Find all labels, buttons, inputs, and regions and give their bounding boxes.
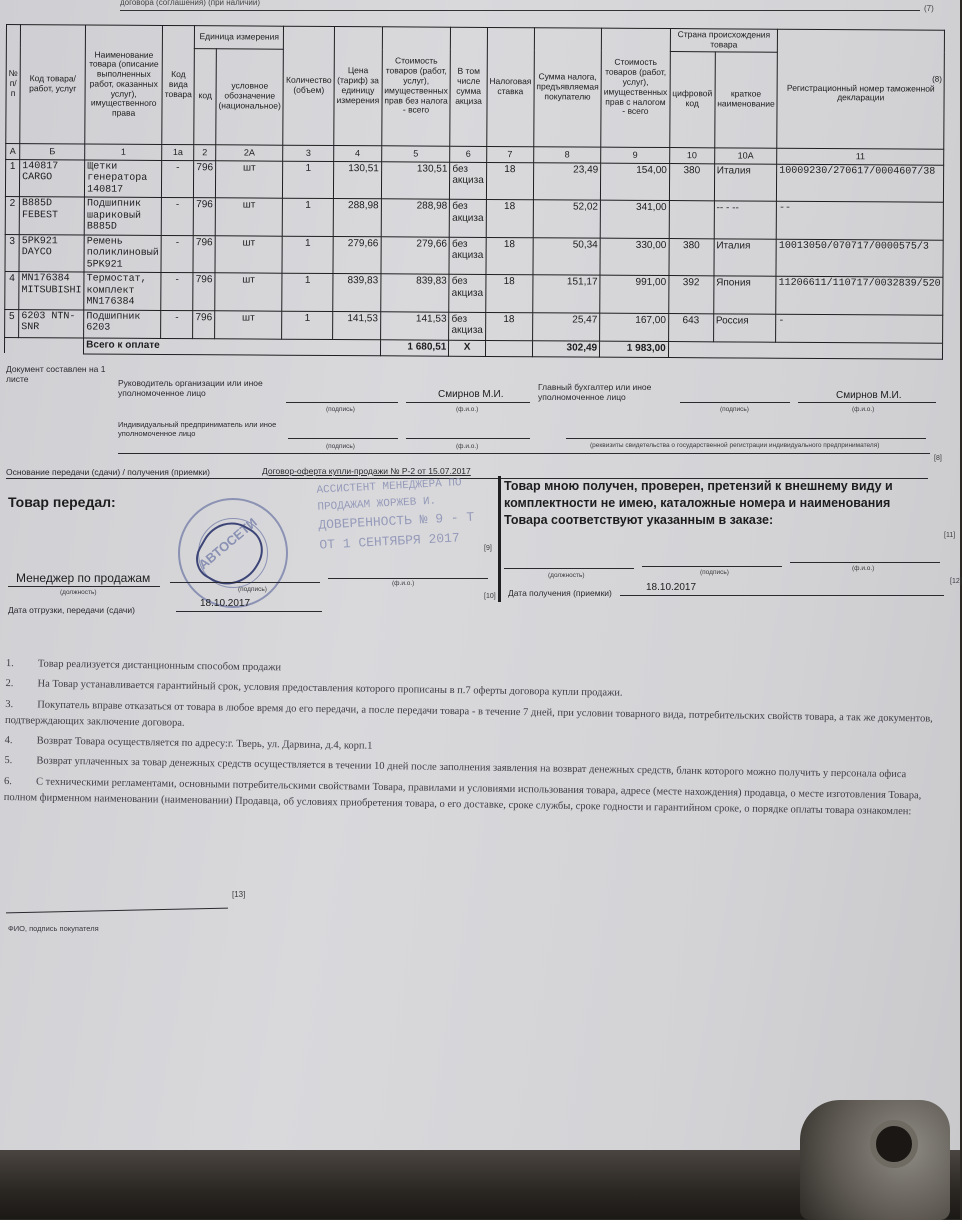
col-number: А xyxy=(6,143,20,159)
accountant-name-line xyxy=(798,402,936,403)
term-item: 3. Покупатель вправе отказаться от товара в любое время до его передачи, а после передачи товара - в течение 7 дней, при условии товарного вида, потребительских свойств товара, а так же документов, подтверждающих заключение договора. xyxy=(4,698,933,729)
col-total-header: Стоимость товаров (работ, услуг), имущественных прав с налогом - всего xyxy=(601,28,670,147)
recv-date: 18.10.2017 xyxy=(646,582,697,593)
buyer-sign-line xyxy=(6,908,228,914)
col-kind-header: Код вида товара xyxy=(162,25,195,144)
recv-date-line xyxy=(620,595,944,596)
total-cost: 1 680,51 xyxy=(380,339,449,355)
col-country-name-header: краткое наименование xyxy=(714,51,777,147)
excise: без акциза xyxy=(450,199,487,237)
unit-name: шт xyxy=(215,273,283,311)
ref-8: (8) xyxy=(932,75,942,85)
kind-code: - xyxy=(161,235,193,273)
receiver-position-caption: (должность) xyxy=(548,572,585,579)
ip-sign-caption: (подпись) xyxy=(326,443,355,450)
col-number: 2А xyxy=(216,144,283,160)
passer-fio-caption: (ф.и.о.) xyxy=(392,580,415,587)
passer-fio-line xyxy=(328,578,488,579)
excise: без акциза xyxy=(449,237,486,275)
cost-with-tax: 330,00 xyxy=(600,238,669,276)
accountant-sign-caption: (подпись) xyxy=(720,406,749,413)
col-number: 9 xyxy=(601,147,670,163)
item-code: 6203 NTN-SNR xyxy=(19,309,84,337)
total-tax: 302,49 xyxy=(532,340,599,356)
unit-code: 796 xyxy=(193,235,215,273)
tax-rate: 18 xyxy=(486,237,533,275)
col-number: 8 xyxy=(533,146,600,162)
item-name: Термостат, комплект MN176384 xyxy=(84,272,161,310)
tax-rate: 18 xyxy=(486,199,533,237)
ip-req-line xyxy=(566,438,926,439)
tax-rate: 18 xyxy=(485,274,532,312)
customs-number: -- xyxy=(776,201,943,240)
col-tax-header: Сумма налога, предъявляемая покупателю xyxy=(534,28,602,147)
excise: без акциза xyxy=(449,274,486,312)
passer-position-caption: (должность) xyxy=(60,589,97,596)
col-number: 11 xyxy=(777,148,944,165)
country-name: Япония xyxy=(713,276,776,314)
customs-number: 10009230/270617/0004607/38 xyxy=(777,164,944,203)
cost-with-tax: 154,00 xyxy=(601,163,670,201)
country-name: Италия xyxy=(714,238,777,276)
row-number: 4 xyxy=(5,272,19,310)
col-number: 4 xyxy=(334,145,382,161)
col-name-header: Наименование товара (описание выполненных работ, оказанных услуг), имущественного права xyxy=(85,25,163,144)
ship-date: 18.10.2017 xyxy=(200,598,251,609)
accountant-fio-caption: (ф.и.о.) xyxy=(852,406,875,413)
ip-fio-line xyxy=(406,438,530,439)
item-code: 5PK921 DAYCO xyxy=(19,234,84,272)
col-number: 6 xyxy=(450,146,486,162)
invoice-table xyxy=(4,24,945,359)
head-sign-line xyxy=(286,402,398,403)
total-excise: X xyxy=(449,340,485,356)
top-note: договора (соглашения) (при наличии) xyxy=(120,0,260,7)
row-number: 1 xyxy=(5,159,19,197)
stamp-line: ОТ 1 СЕНТЯБРЯ 2017 xyxy=(319,529,461,553)
tax-rate: 18 xyxy=(486,162,533,200)
passer-sign-line xyxy=(170,582,320,583)
table-row xyxy=(5,159,943,202)
price: 839,83 xyxy=(333,274,381,312)
country-code: 392 xyxy=(668,276,713,314)
excise: без акциза xyxy=(450,162,487,200)
table-row xyxy=(5,234,943,277)
table-row xyxy=(5,197,943,240)
head-name: Смирнов М.И. xyxy=(438,389,504,400)
ref-12: [12] xyxy=(950,578,962,585)
unit-code: 796 xyxy=(193,273,215,311)
col-country-code-header: цифровой код xyxy=(669,51,715,147)
head-label: Руководитель организации или иное уполномоченное лицо xyxy=(118,378,263,398)
item-name: Щетки генератора 140817 xyxy=(85,160,162,198)
price: 288,98 xyxy=(333,199,381,237)
quantity: 1 xyxy=(282,273,333,311)
ship-date-line xyxy=(176,611,322,612)
item-code: MN176384 MITSUBISHI xyxy=(19,272,84,310)
recv-date-label: Дата получения (приемки) xyxy=(508,588,612,598)
excise: без акциза xyxy=(449,312,486,340)
col-number: 5 xyxy=(381,145,450,161)
accountant-sign-line xyxy=(680,402,790,403)
receiver-sign-caption: (подпись) xyxy=(700,569,729,576)
receiver-fio-line xyxy=(790,562,940,563)
tax-sum: 23,49 xyxy=(533,162,601,200)
col-country-header: Страна происхождения товара xyxy=(670,29,778,52)
term-item: 4. Возврат Товара осуществляется по адресу:г. Тверь, ул. Дарвина, д.4, корп.1 xyxy=(4,735,373,752)
cost-no-tax: 288,98 xyxy=(381,199,450,237)
ref-13: [13] xyxy=(232,890,246,899)
item-name: Подшипник 6203 xyxy=(84,310,161,338)
kind-code: - xyxy=(162,160,194,198)
ref-8b: [8] xyxy=(934,455,942,462)
unit-code: 796 xyxy=(193,198,215,236)
col-number: 7 xyxy=(486,146,533,162)
kind-code: - xyxy=(161,197,193,235)
receiver-sign-line xyxy=(642,566,782,567)
rect-stamp-seal xyxy=(316,473,500,556)
country-code: 380 xyxy=(669,163,714,201)
accountant-label: Главный бухгалтер или иное уполномоченное лицо xyxy=(538,382,652,402)
col-customs-label: Регистрационный номер таможенной декларации xyxy=(786,82,935,103)
ref-11: [11] xyxy=(944,532,956,539)
tax-sum: 151,17 xyxy=(533,275,601,313)
accountant-name: Смирнов М.И. xyxy=(836,390,902,401)
unit-name: шт xyxy=(215,198,283,236)
cost-with-tax: 991,00 xyxy=(600,275,669,313)
ip-fio-caption: (ф.и.о.) xyxy=(456,443,479,450)
col-unit-code-header: код xyxy=(194,48,216,144)
stamp-line: ПРОДАЖАМ ЖОРЖЕВ И. xyxy=(317,495,437,514)
col-qty-header: Количество (объем) xyxy=(283,26,334,145)
tax-sum: 50,34 xyxy=(533,237,601,275)
stamp-line: АССИСТЕНТ МЕНЕДЖЕРА ПО xyxy=(316,477,462,497)
tax-sum: 25,47 xyxy=(532,312,600,340)
total-label: Всего к оплате xyxy=(84,338,381,356)
item-name: Подшипник шариковый B885D xyxy=(84,197,161,235)
kind-code: - xyxy=(161,272,193,310)
col-number: 1 xyxy=(85,144,162,160)
row-number: 3 xyxy=(5,234,19,272)
col-excise-header: В том числе сумма акциза xyxy=(450,27,487,146)
term-item: 2. На Товар устанавливается гарантийный срок, условия предоставления которого прописаны в п.7 оферты договора купли продажи. xyxy=(5,678,623,699)
quantity: 1 xyxy=(282,236,333,274)
col-number: 3 xyxy=(283,145,334,161)
term-item: 5. Возврат уплаченных за товар денежных средств осуществляется в течении 10 дней после заполнения заявления на возврат денежных средств, бланк которого можно получить у персонала офиса xyxy=(4,755,907,781)
sig-bottom-line xyxy=(118,453,930,454)
term-item: 6. С техническими регламентами, основными потребительскими свойствами Товара, правилами и условиями использования товара, адресе (месте нахождения) продавца, о месте изготовления Товара, полном фирменном наименовании (наименовании) Продавца, об условиях приобретения товара, о его доставке, сроке службы, сроке годности и гарантийном сроке, о порядке оплаты товара ознакомлен: xyxy=(3,775,922,818)
col-number: 10А xyxy=(714,147,777,163)
head-sign-caption: (подпись) xyxy=(326,406,355,413)
stamp-line: ДОВЕРЕННОСТЬ № 9 - Т xyxy=(318,509,475,533)
quantity: 1 xyxy=(282,311,333,339)
customs-number: 11206611/110717/0032839/520 xyxy=(776,276,943,315)
tax-sum: 52,02 xyxy=(533,200,601,238)
row-number: 2 xyxy=(5,197,19,235)
doc-note: Документ составлен на 1 листе xyxy=(6,364,106,384)
price: 279,66 xyxy=(333,236,381,274)
col-number: 1а xyxy=(162,144,194,160)
col-unit-header: Единица измерения xyxy=(195,26,284,49)
basis-value: Договор-оферта купли-продажи № Р-2 от 15.07.2017 xyxy=(262,466,471,476)
cost-no-tax: 130,51 xyxy=(381,161,450,199)
cost-with-tax: 341,00 xyxy=(600,200,669,238)
background-surface xyxy=(0,1150,960,1219)
table-row xyxy=(5,272,943,315)
col-unit-name-header: условное обозначение (национальное) xyxy=(216,48,284,144)
buyer-caption: ФИО, подпись покупателя xyxy=(8,924,99,933)
stamp-round-text: АВТОСЕТИ xyxy=(195,514,260,573)
col-number: 10 xyxy=(669,147,714,163)
cost-no-tax: 141,53 xyxy=(380,311,449,339)
price: 130,51 xyxy=(333,161,381,199)
col-code-header: Код товара/ работ, услуг xyxy=(20,25,86,144)
col-num-header: № п/п xyxy=(6,25,21,144)
basis-label: Основание передачи (сдачи) / получения (приемки) xyxy=(6,467,210,477)
country-code xyxy=(669,201,714,239)
ip-req-caption: (реквизиты свидетельства о государственной регистрации индивидуального предпринимателя) xyxy=(590,442,880,449)
col-cost-header: Стоимость товаров (работ, услуг), имущественных прав без налога - всего xyxy=(381,27,450,146)
term-item: 1. Товар реализуется дистанционным способом продажи xyxy=(5,657,282,674)
head-fio-caption: (ф.и.о.) xyxy=(456,406,479,413)
country-code: 643 xyxy=(668,313,713,341)
metal-part-photo xyxy=(800,1100,950,1220)
kind-code: - xyxy=(161,310,193,338)
tax-rate: 18 xyxy=(485,312,532,340)
col-rate-header: Налоговая ставка xyxy=(486,27,534,146)
country-name: Италия xyxy=(714,163,777,201)
passer-position: Менеджер по продажам xyxy=(16,571,151,585)
col-number: Б xyxy=(20,143,85,159)
ref-9: [9] xyxy=(484,545,492,552)
receiver-position-line xyxy=(504,568,634,569)
row-number: 5 xyxy=(5,309,19,337)
item-name: Ремень поликлиновый 5PK921 xyxy=(84,235,161,273)
quantity: 1 xyxy=(283,161,334,199)
country-code: 380 xyxy=(669,238,714,276)
country-name: -- - -- xyxy=(714,201,777,239)
top-ref: (7) xyxy=(924,4,934,13)
item-code: B885D FEBEST xyxy=(19,197,84,235)
ip-label: Индивидуальный предприниматель или иное уполномоченное лицо xyxy=(118,420,277,438)
customs-number: 10013050/070717/0000575/3 xyxy=(776,239,943,278)
unit-name: шт xyxy=(215,160,283,198)
customs-number: - xyxy=(776,314,943,343)
head-name-line xyxy=(406,402,530,403)
receiver-fio-caption: (ф.и.о.) xyxy=(852,565,875,572)
col-price-header: Цена (тариф) за единицу измерения xyxy=(334,27,382,146)
unit-code: 796 xyxy=(193,310,215,338)
quantity: 1 xyxy=(283,198,334,236)
cost-no-tax: 279,66 xyxy=(381,236,450,274)
unit-name: шт xyxy=(215,310,283,338)
country-name: Россия xyxy=(713,313,776,341)
ship-date-label: Дата отгрузки, передачи (сдачи) xyxy=(8,605,135,615)
unit-code: 796 xyxy=(194,160,216,198)
passed-title: Товар передал: xyxy=(8,494,116,510)
item-code: 140817 CARGO xyxy=(20,159,85,197)
unit-name: шт xyxy=(215,235,283,273)
terms-list xyxy=(4,656,950,825)
ip-sign-line xyxy=(288,438,398,439)
top-divider xyxy=(120,10,920,11)
total-sum: 1 983,00 xyxy=(600,341,669,357)
received-text: Товар мною получен, проверен, претензий к внешнему виду и комплектности не имею, каталожные номера и наименования Товара соответствуют указанным в заказе: xyxy=(504,479,893,527)
col-number: 2 xyxy=(194,144,216,160)
cost-no-tax: 839,83 xyxy=(380,274,449,312)
passer-sign-caption: (подпись) xyxy=(238,586,267,593)
cost-with-tax: 167,00 xyxy=(600,313,669,341)
passer-position-line xyxy=(8,586,160,587)
price: 141,53 xyxy=(333,311,381,339)
ref-10: [10] xyxy=(484,593,496,600)
col-customs-header xyxy=(777,29,945,149)
